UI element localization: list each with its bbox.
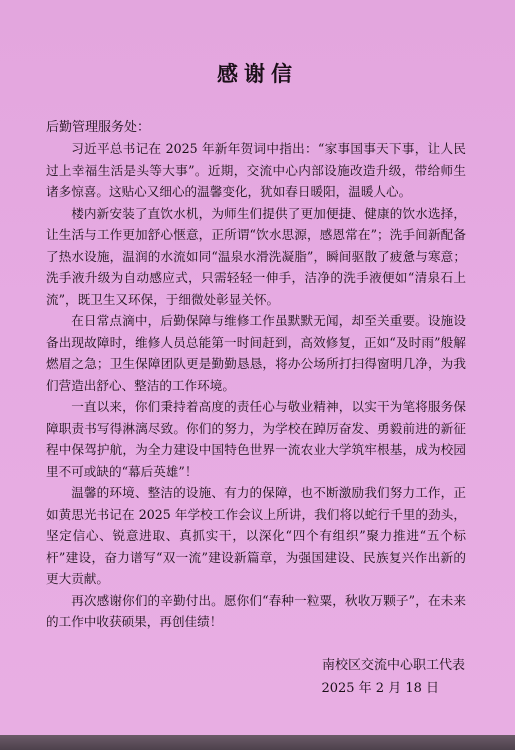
letter-paragraph: 在日常点滴中，后勤保障与维修工作虽默默无闻，却至关重要。设施设备出现故障时，维修人员总能第一时间赶到，高效修复，正如“及时雨”般解燃眉之急；卫生保障团队更是勤勤恳恳，将办公场所打扫得窗明几净，为我们营造出舒心、整洁的工作环境。 (46, 313, 466, 393)
letter-paragraph: 再次感谢你们的辛勤付出。愿你们“春种一粒粟，秋收万颗子”，在未来的工作中收获硕果，再创佳绩！ (46, 592, 466, 629)
table-surface (0, 735, 515, 750)
letter-date: 2025 年 2 月 18 日 (321, 681, 439, 696)
letter-paragraph: 一直以来，你们秉持着高度的责任心与敬业精神，以实干为笔将服务保障职责书写得淋漓尽致。你们的努力，为学校在踔厉奋发、勇毅前进的新征程中保驾护航，为全力建设中国特色世界一流农业大学筑牢根基，成为校园里不可或缺的“幕后英雄”！ (46, 399, 466, 479)
letter-salutation: 后勤管理服务处： (46, 120, 151, 135)
letter-paragraph: 习近平总书记在 2025 年新年贺词中指出：“家事国事天下事，让人民过上幸福生活是头等大事”。近期，交流中心内部设施改造升级，带给师生诸多惊喜。这贴心又细心的温馨变化，犹如春日暖阳，温暖人心。 (46, 141, 466, 199)
letter-title: 感谢信 (217, 61, 298, 86)
letter-signature: 南校区交流中心职工代表 (321, 658, 465, 673)
letter-paragraph: 温馨的环境、整洁的设施、有力的保障，也不断激励我们努力工作，正如黄思光书记在 2025 年学校工作会议上所讲，我们将以蛇行千里的劲头，坚定信心、锐意进取、真抓实干，以深化“四个有组织”聚力推进“五个标杆”建设，奋力谱写“双一流”建设新篇章，为强国建设、民族复兴作出新的更大贡献。 (46, 485, 466, 586)
letter-body (46, 138, 466, 633)
letter-paragraph: 楼内新安装了直饮水机，为师生们提供了更加便捷、健康的饮水选择，让生活与工作更加舒心惬意，正所谓“饮水思源，感恩常在”；洗手间新配备了热水设施，温润的水流如同“温泉水滑洗凝脂”，瞬间驱散了疲惫与寒意；洗手液升级为自动感应式，只需轻轻一伸手，洁净的洗手液便如“清泉石上流”，既卫生又环保，于细微处彰显关怀。 (46, 205, 466, 307)
